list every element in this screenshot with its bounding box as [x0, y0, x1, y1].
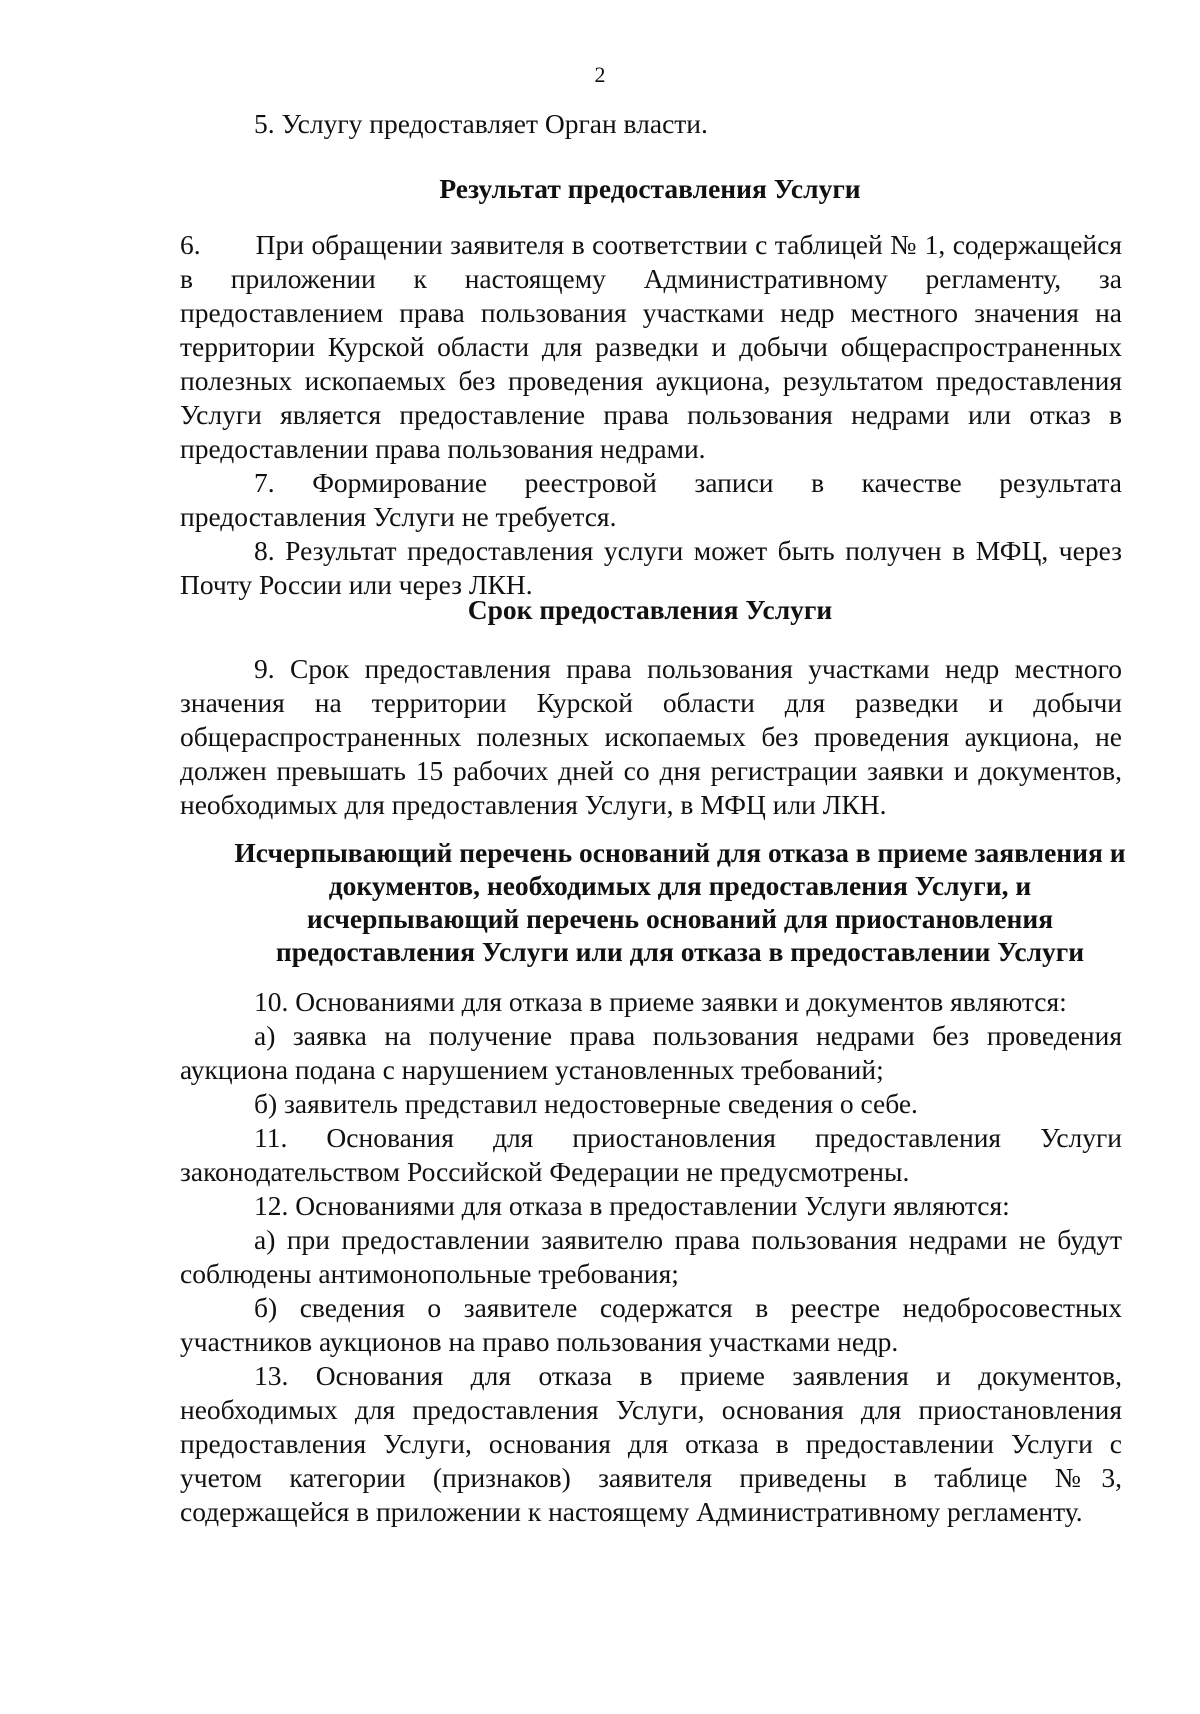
- item-11-text: 11. Основания для приостановления предоставления Услуги законодательством Российской Федерации не предусмотрены.: [180, 1122, 1122, 1187]
- heading-grounds-line-3: исчерпывающий перечень оснований для приостановления: [306, 903, 1054, 934]
- item-8-text: 8. Результат предоставления услуги может быть получен в МФЦ, через Почту России или через ЛКН.: [180, 535, 1122, 600]
- item-10a-text: а) заявка на получение права пользования недрами без проведения аукциона подана с нарушением установленных требований;: [180, 1020, 1122, 1085]
- page-number: 2: [594, 62, 606, 87]
- item-5-text: 5. Услугу предоставляет Орган власти.: [254, 108, 708, 139]
- heading-grounds-line-1: Исчерпывающий перечень оснований для отказа в приеме заявления и: [234, 837, 1126, 868]
- item-10b-text: б) заявитель представил недостоверные сведения о себе.: [254, 1088, 918, 1119]
- section-result: [180, 228, 1122, 602]
- item-13-text: 13. Основания для отказа в приеме заявления и документов, необходимых для предоставления Услуги, основания для приостановления предоставления Услуги, основания для отказа в предоставлении Услуги с учетом категории (признаков) заявителя приведены в таблице №3, содержащейся в приложении к настоящему Административному регламенту.: [180, 1360, 1122, 1527]
- section-grounds: [180, 985, 1122, 1529]
- item-12a-text: а) при предоставлении заявителю права пользования недрами не будут соблюдены антимонопольные требования;: [180, 1224, 1122, 1289]
- item-6-text: 6. При обращении заявителя в соответствии с таблицей № 1, содержащейся в приложении к настоящему Административному регламенту, за предоставлением права пользования участками недр местного значения на территории Курской области для разведки и добычи общераспространенных полезных ископаемых без проведения аукциона, результатом предоставления Услуги является предоставление права пользования недрами или отказ в предоставлении права пользования недрами.: [180, 229, 1122, 464]
- heading-result: Результат предоставления Услуги: [439, 173, 861, 204]
- heading-grounds-line-4: предоставления Услуги или для отказа в предоставлении Услуги: [275, 936, 1085, 967]
- item-12-text: 12. Основаниями для отказа в предоставлении Услуги являются:: [254, 1190, 1010, 1221]
- heading-grounds: [180, 836, 1180, 968]
- item-7-text: 7. Формирование реестровой записи в качестве результата предоставления Услуги не требуется.: [180, 467, 1122, 532]
- item-12b-text: б) сведения о заявителе содержатся в реестре недобросовестных участников аукционов на право пользования участками недр.: [180, 1292, 1122, 1357]
- heading-term: Срок предоставления Услуги: [467, 594, 833, 625]
- section-term: [180, 652, 1122, 822]
- item-10-text: 10. Основаниями для отказа в приеме заявки и документов являются:: [254, 986, 1067, 1017]
- paragraph-item-5: [180, 107, 1122, 141]
- item-9-text: 9. Срок предоставления права пользования участками недр местного значения на территории Курской области для разведки и добычи общераспространенных полезных ископаемых без проведения аукциона, не должен превышать 15 рабочих дней со дня регистрации заявки и документов, необходимых для предоставления Услуги, в МФЦ или ЛКН.: [180, 653, 1122, 820]
- heading-grounds-line-2: документов, необходимых для предоставления Услуги, и: [328, 870, 1032, 901]
